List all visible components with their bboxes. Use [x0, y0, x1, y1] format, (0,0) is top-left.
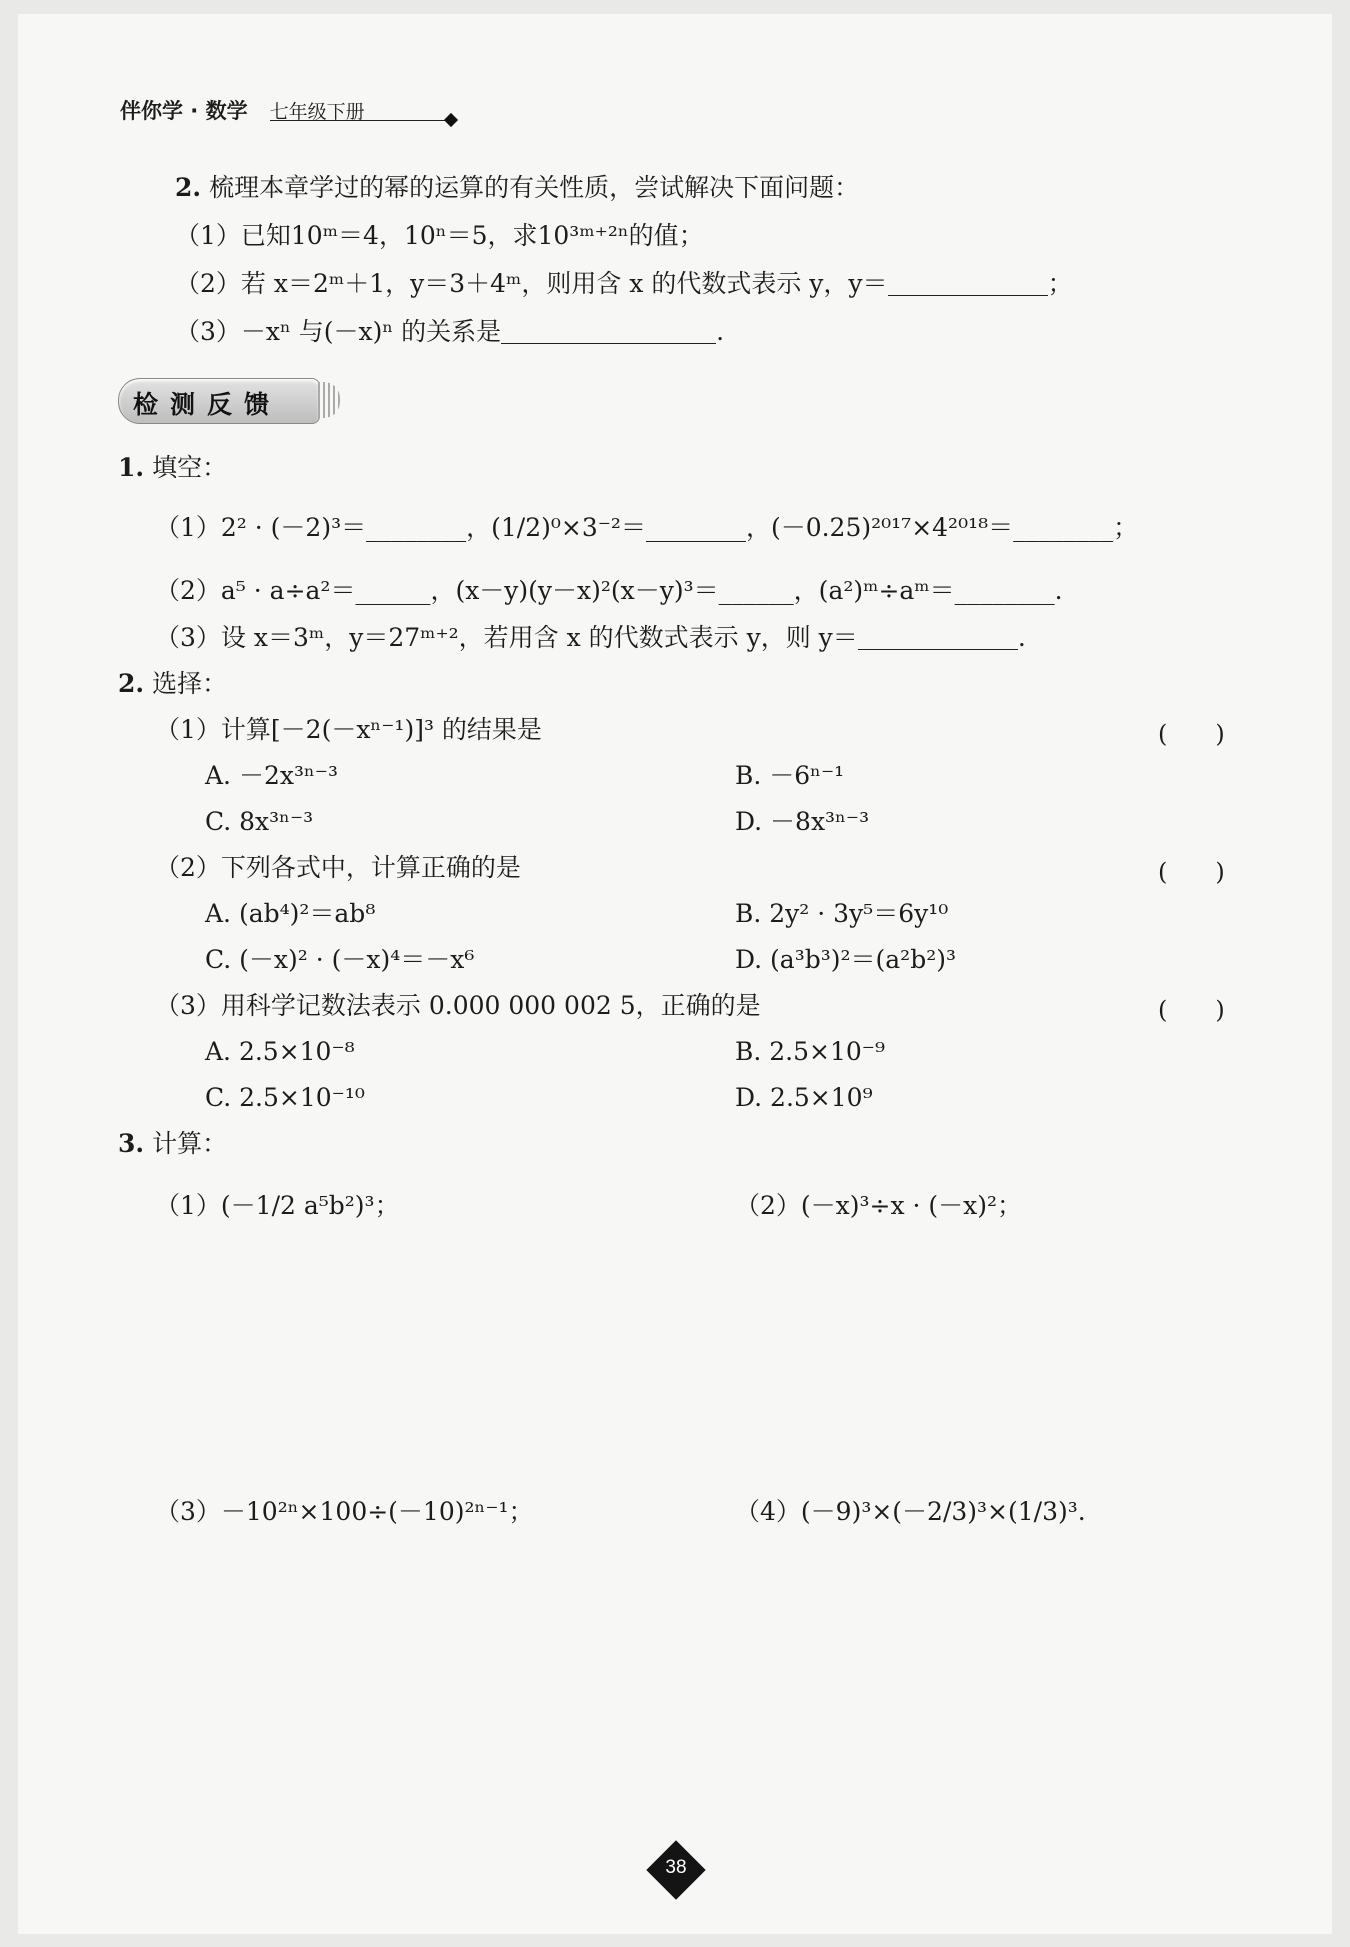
review-part-2-text: （2）若 x＝2ᵐ＋1，y＝3＋4ᵐ，则用含 x 的代数式表示 y，y＝ — [175, 269, 888, 298]
book-subtitle: 七年级下册 — [269, 101, 365, 123]
option-c[interactable]: C. 8x³ⁿ⁻³ — [205, 807, 314, 836]
answer-bracket[interactable]: ( ) — [1158, 996, 1225, 1024]
review-question — [175, 172, 859, 204]
option-b[interactable]: B. 2y² · 3y⁵＝6y¹⁰ — [735, 899, 949, 928]
q1-sub-2: （2）a⁵ · a÷a²＝______，(x－y)(y－x)²(x－y)³＝______，(a²)ᵐ÷aᵐ＝________. — [155, 576, 1063, 605]
q2-item-2-stem: （2）下列各式中，计算正确的是 — [155, 853, 521, 882]
review-question-text: 梳理本章学过的幂的运算的有关性质，尝试解决下面问题： — [209, 173, 860, 202]
q2-item-1-stem: （1）计算[－2(－xⁿ⁻¹)]³ 的结果是 — [155, 715, 542, 744]
q1-sub-3: （3）设 x＝3ᵐ，y＝27ᵐ⁺²，若用含 x 的代数式表示 y，则 y＝ . — [155, 623, 1026, 652]
option-a[interactable]: A. －2x³ⁿ⁻³ — [205, 761, 339, 790]
review-part-3: （3）－xⁿ 与(－x)ⁿ 的关系是 . — [175, 317, 725, 346]
q2-item-3-stem: （3）用科学记数法表示 0.000 000 002 5，正确的是 — [155, 991, 761, 1020]
section-title: 检测反馈 — [133, 390, 282, 419]
review-part-2: （2）若 x＝2ᵐ＋1，y＝3＋4ᵐ，则用含 x 的代数式表示 y，y＝ ； — [175, 269, 1073, 298]
option-b[interactable]: B. －6ⁿ⁻¹ — [735, 761, 845, 790]
option-d[interactable]: D. －8x³ⁿ⁻³ — [735, 807, 870, 836]
q3-calc-3: （3）－10²ⁿ×100÷(－10)²ⁿ⁻¹； — [155, 1497, 534, 1526]
q3-heading — [118, 1128, 227, 1160]
section-badge — [118, 378, 320, 424]
review-question-number: 2. — [175, 173, 202, 202]
review-part-1: （1）已知10ᵐ＝4，10ⁿ＝5，求10³ᵐ⁺²ⁿ的值； — [175, 221, 704, 250]
q2-number: 2. — [118, 669, 145, 698]
option-a[interactable]: A. 2.5×10⁻⁸ — [205, 1037, 355, 1066]
q3-number: 3. — [118, 1129, 145, 1158]
answer-bracket[interactable]: ( ) — [1158, 858, 1225, 886]
option-b[interactable]: B. 2.5×10⁻⁹ — [735, 1037, 885, 1066]
answer-blank[interactable] — [888, 269, 1048, 296]
q3-title: 计算： — [152, 1129, 228, 1158]
answer-blank[interactable] — [858, 623, 1018, 650]
option-d[interactable]: D. (a³b³)²＝(a²b²)³ — [735, 945, 957, 974]
book-title: 伴你学 · 数学 — [120, 99, 248, 123]
q3-calc-2: （2）(－x)³÷x · (－x)²； — [735, 1191, 1023, 1220]
option-c[interactable]: C. (－x)² · (－x)⁴＝－x⁶ — [205, 945, 475, 974]
q2-heading — [118, 668, 227, 700]
page-number: 38 — [665, 1857, 687, 1878]
q1-number: 1. — [118, 453, 145, 482]
q2-title: 选择： — [152, 669, 228, 698]
answer-bracket[interactable]: ( ) — [1158, 720, 1225, 748]
header-rule — [270, 120, 448, 121]
q1-sub-1: （1）2² · (－2)³＝________，(1/2)⁰×3⁻²＝________，(－0.25)²⁰¹⁷×4²⁰¹⁸＝________； — [155, 513, 1139, 542]
q3-calc-4: （4）(－9)³×(－2/3)³×(1/3)³. — [735, 1497, 1086, 1526]
q1-sub-3-text: （3）设 x＝3ᵐ，y＝27ᵐ⁺²，若用含 x 的代数式表示 y，则 y＝ — [155, 623, 858, 652]
q1-title: 填空： — [152, 453, 228, 482]
answer-blank[interactable] — [501, 317, 716, 344]
option-a[interactable]: A. (ab⁴)²＝ab⁸ — [205, 899, 376, 928]
review-part-3-text: （3）－xⁿ 与(－x)ⁿ 的关系是 — [175, 317, 502, 346]
option-d[interactable]: D. 2.5×10⁹ — [735, 1083, 873, 1112]
q3-calc-1: （1）(－1/2 a⁵b²)³； — [155, 1191, 400, 1220]
q1-heading — [118, 452, 227, 484]
option-c[interactable]: C. 2.5×10⁻¹⁰ — [205, 1083, 365, 1112]
